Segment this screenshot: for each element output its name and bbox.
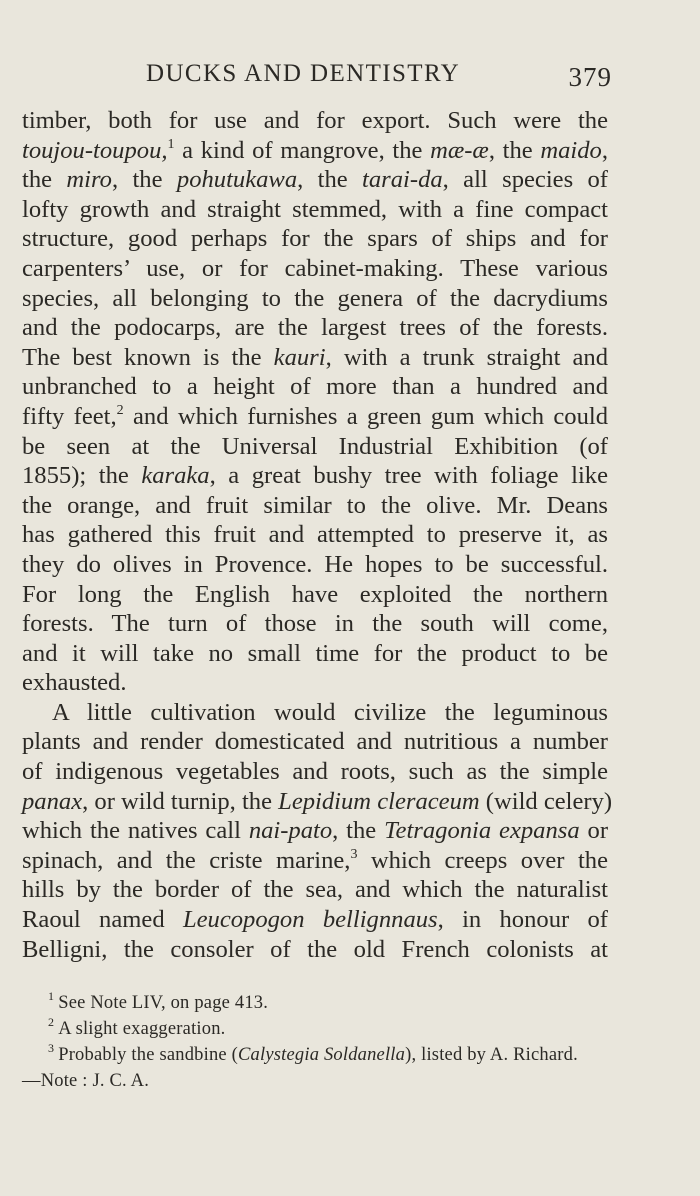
- text-run: For long the English have exploited the northern: [22, 580, 608, 608]
- text-line: [22, 195, 608, 225]
- text-run: , a great bushy tree with foliage like: [209, 462, 608, 490]
- text-line: [22, 106, 608, 136]
- text-line: [22, 254, 608, 284]
- text-line: [22, 224, 608, 254]
- italic-term: tarai-da: [362, 166, 443, 194]
- text-run: carpenters’ use, or for cabinet-making. These various: [22, 254, 608, 282]
- text-line: [22, 816, 608, 846]
- footnote: [22, 1042, 622, 1068]
- italic-term: Calystegia Soldanella: [238, 1045, 406, 1065]
- text-run: of indigenous vegetables and roots, such as the simple: [22, 758, 608, 786]
- text-run: , with a trunk straight and: [325, 343, 608, 371]
- text-run: the: [22, 166, 67, 194]
- text-line: [22, 905, 608, 935]
- text-run: , the: [297, 166, 363, 194]
- text-run: exhausted.: [22, 669, 127, 697]
- text-line: [22, 372, 608, 402]
- text-run: be seen at the Universal Industrial Exhibition (of: [22, 432, 608, 460]
- text-run: 1855); the: [22, 462, 142, 490]
- italic-term: mæ-æ: [430, 136, 489, 164]
- text-line: [22, 935, 608, 965]
- italic-term: kauri: [273, 343, 326, 371]
- page-header: [22, 60, 612, 96]
- footnote-ref: 1: [167, 136, 175, 152]
- text-run: or: [579, 817, 609, 845]
- text-line: [22, 698, 608, 728]
- italic-term: Lepidium cleraceum: [278, 787, 480, 815]
- italic-term: karaka: [141, 462, 210, 490]
- footnote-text: A slight exaggeration.: [58, 1019, 226, 1039]
- text-line: [22, 461, 608, 491]
- footnote-ref: 3: [350, 846, 358, 862]
- text-run: , the: [111, 166, 177, 194]
- text-run: they do olives in Provence. He hopes to be successful.: [22, 550, 608, 578]
- text-run: The best known is the: [22, 343, 274, 371]
- text-run: forests. The turn of those in the south will come,: [22, 610, 608, 638]
- text-line: [22, 136, 608, 166]
- text-run: which the natives call: [22, 817, 249, 845]
- text-line: [22, 875, 608, 905]
- text-line: [22, 402, 608, 432]
- italic-term: maido: [540, 136, 602, 164]
- text-line: [22, 432, 608, 462]
- footnotes: [22, 990, 622, 1094]
- text-run: and which furnishes a green gum which could: [123, 402, 608, 430]
- text-run: , the: [488, 136, 541, 164]
- text-run: Raoul named: [22, 906, 183, 934]
- footnote-text: Probably the sandbine (: [58, 1045, 239, 1065]
- text-run: species, all belonging to the genera of the dacrydiums: [22, 284, 608, 312]
- text-line: [22, 846, 608, 876]
- text-line: [22, 668, 608, 698]
- italic-term: nai-pato: [248, 817, 333, 845]
- footnote-number: 3: [48, 1041, 55, 1055]
- text-line: [22, 757, 608, 787]
- text-line: [22, 284, 608, 314]
- italic-term: Leucopogon bellignnaus: [182, 906, 438, 934]
- text-run: , in honour of: [437, 906, 608, 934]
- footnote: [22, 1016, 622, 1042]
- text-run: and the podocarps, are the largest trees of the forests.: [22, 314, 608, 342]
- text-run: unbranched to a height of more than a hundred and: [22, 373, 608, 401]
- text-run: ,: [601, 136, 608, 164]
- text-run: , all species of: [442, 166, 608, 194]
- text-run: a kind of mangrove, the: [174, 136, 431, 164]
- footnote-number: 2: [48, 1015, 55, 1029]
- body-text: [22, 106, 613, 964]
- text-line: [22, 343, 608, 373]
- text-run: hills by the border of the sea, and which the naturalist: [22, 876, 608, 904]
- text-run: (wild celery): [479, 787, 613, 815]
- italic-term: miro: [66, 166, 112, 194]
- italic-term: Tetragonia expansa: [384, 817, 580, 845]
- text-run: spinach, and the criste marine,: [22, 846, 351, 874]
- footnote-text: —Note : J. C. A.: [22, 1071, 150, 1091]
- text-run: A little cultivation would civilize the leguminous: [52, 698, 608, 726]
- footnote-text: ), listed by A. Richard.: [405, 1045, 578, 1065]
- footnote-ref: 2: [116, 402, 124, 418]
- text-run: has gathered this fruit and attempted to preserve it, as: [22, 521, 608, 549]
- text-run: Belligni, the consoler of the old French colonists at: [22, 935, 608, 963]
- text-line: [22, 727, 608, 757]
- footnote-number: 1: [48, 989, 55, 1003]
- text-line: [22, 313, 608, 343]
- text-line: [22, 580, 608, 610]
- text-line: [22, 550, 608, 580]
- text-line: [22, 520, 608, 550]
- text-line: [22, 491, 608, 521]
- text-run: , or wild turnip, the: [82, 787, 279, 815]
- text-run: structure, good perhaps for the spars of ships and for: [22, 225, 608, 253]
- text-line: [22, 609, 608, 639]
- italic-term: toujou-toupou,: [22, 136, 168, 164]
- footnote: [22, 990, 622, 1016]
- text-run: the orange, and fruit similar to the olive. Mr. Deans: [22, 491, 608, 519]
- text-run: , the: [332, 817, 385, 845]
- text-run: lofty growth and straight stemmed, with a fine compact: [22, 195, 608, 223]
- page-number: 379: [568, 62, 612, 92]
- text-line: [22, 787, 613, 817]
- text-run: fifty feet,: [22, 402, 117, 430]
- running-title: DUCKS AND DENTISTRY: [146, 60, 461, 87]
- footnote-text: See Note LIV, on page 413.: [58, 993, 269, 1013]
- italic-term: pohutukawa: [176, 166, 298, 194]
- text-run: plants and render domesticated and nutritious a number: [22, 728, 608, 756]
- text-line: [22, 165, 608, 195]
- italic-term: panax: [22, 787, 83, 815]
- text-run: which creeps over the: [357, 846, 608, 874]
- text-line: [22, 639, 608, 669]
- footnote-continuation: [22, 1068, 622, 1094]
- text-run: timber, both for use and for export. Such were the: [22, 107, 608, 134]
- text-run: and it will take no small time for the product to be: [22, 639, 608, 667]
